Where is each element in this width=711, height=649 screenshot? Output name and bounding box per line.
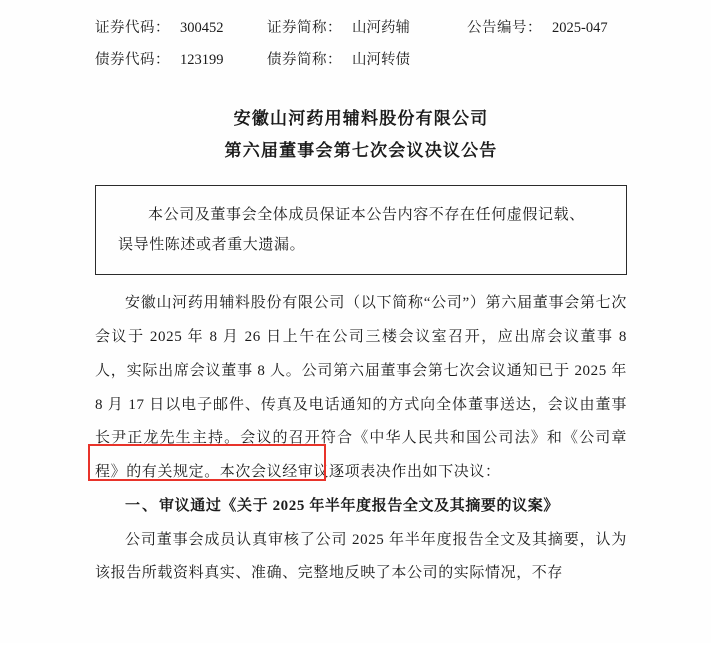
bond-name-value: 山河转债 bbox=[352, 52, 410, 69]
empty-cell bbox=[467, 46, 627, 78]
page-title bbox=[95, 103, 627, 168]
body-paragraph-1: 安徽山河药用辅料股份有限公司（以下简称“公司”）第六届董事会第七次会议于 2025 年 8 月 26 日上午在公司三楼会议室召开，应出席会议董事 8 人，实际出席会议董事 8 人。公司第六届董事会第七次会议通知已于 2025 年 8 月 17 日以电子邮件、传真及电话通知的方式向全体董事送达，会议由董事长尹正龙先生主持。会议的召开符合《中华人民共和国公司法》和《公司章程》的有关规定。本次会议经审议逐项表决作出如下决议： bbox=[95, 295, 627, 481]
document-body bbox=[95, 287, 627, 591]
security-code-cell bbox=[95, 14, 267, 46]
security-code-label: 证券代码： bbox=[95, 20, 170, 36]
security-name-value: 山河药辅 bbox=[352, 20, 410, 36]
announcement-number-label: 公告编号： bbox=[467, 20, 542, 36]
resolution-number: 一、 bbox=[125, 497, 160, 514]
disclaimer-box bbox=[95, 185, 627, 275]
resolution-heading-1 bbox=[95, 490, 627, 524]
announcement-number-cell bbox=[467, 14, 627, 46]
bond-name-label: 债券简称： bbox=[267, 52, 342, 69]
table-row bbox=[95, 14, 627, 46]
page-bottom-edge bbox=[0, 643, 711, 649]
bond-code-cell bbox=[95, 46, 267, 78]
bond-code-label: 债券代码： bbox=[95, 52, 170, 69]
disclaimer-line-2: 误导性陈述或者重大遗漏。 bbox=[118, 237, 306, 254]
table-row bbox=[95, 46, 627, 78]
security-code-table bbox=[95, 14, 627, 79]
company-name-title: 安徽山河药用辅料股份有限公司 bbox=[233, 108, 489, 128]
security-name-label: 证券简称： bbox=[267, 20, 342, 36]
security-name-cell bbox=[267, 14, 467, 46]
announcement-number-value: 2025-047 bbox=[552, 20, 608, 36]
disclaimer-line-1: 本公司及董事会全体成员保证本公告内容不存在任何虚假记载、 bbox=[148, 207, 585, 224]
bond-code-value: 123199 bbox=[180, 52, 224, 69]
security-code-value: 300452 bbox=[180, 20, 224, 36]
bond-name-cell bbox=[267, 46, 467, 78]
announcement-title: 第六届董事会第七次会议决议公告 bbox=[224, 141, 498, 161]
body-paragraph-2: 公司董事会成员认真审核了公司 2025 年半年度报告全文及其摘要，认为该报告所载资料真实、准确、完整地反映了本公司的实际情况，不存 bbox=[95, 531, 627, 582]
resolution-heading-text: 审议通过《关于 2025 年半年度报告全文及其摘要的议案》 bbox=[159, 497, 559, 514]
